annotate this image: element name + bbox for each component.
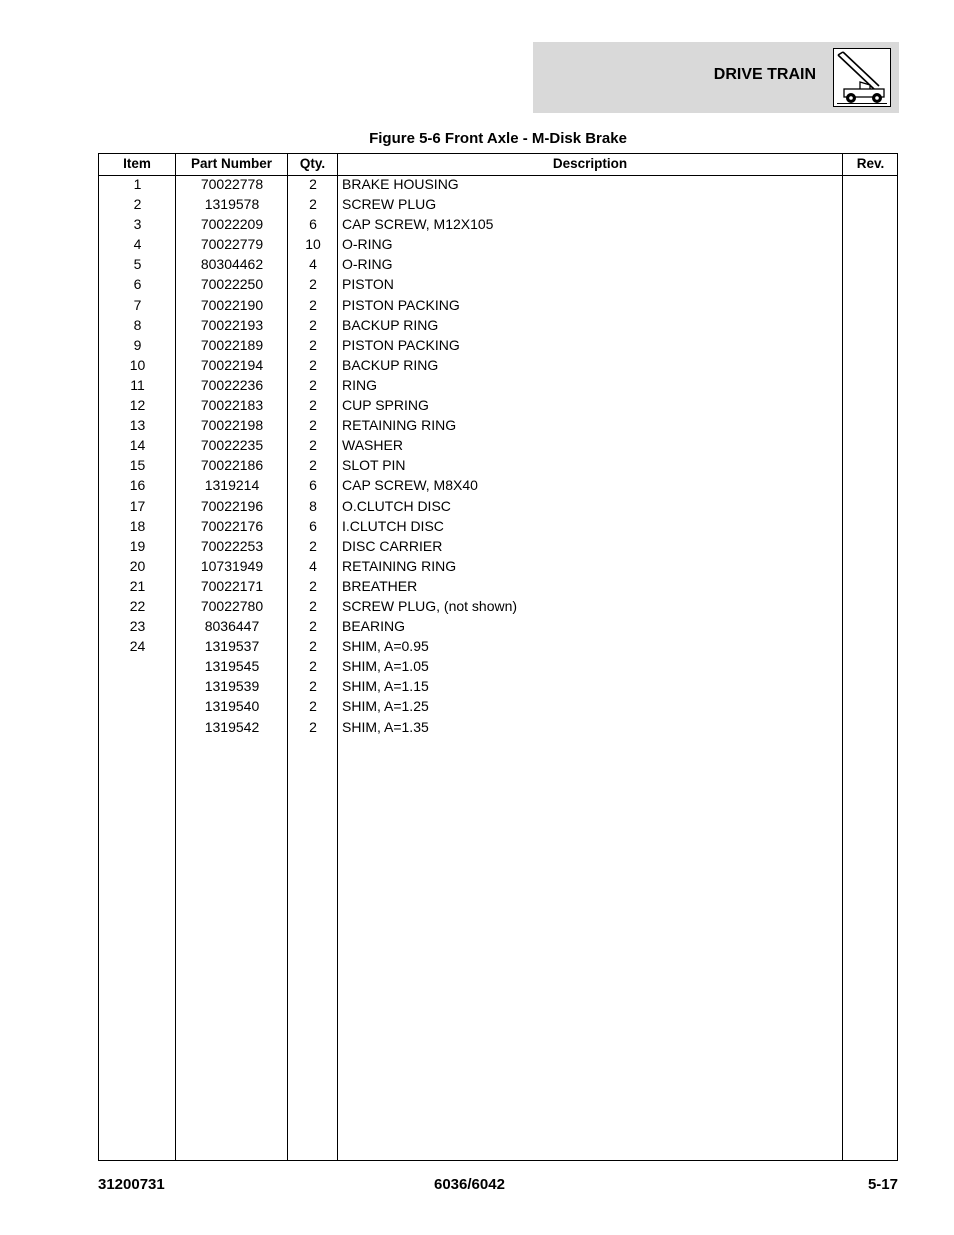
cell-rev [843,556,898,576]
table-row [99,415,897,435]
table-row [99,696,897,716]
figure-title: Figure 5-6 Front Axle - M-Disk Brake [369,130,627,147]
cell-description: O.CLUTCH DISC [342,497,451,514]
cell-description: BRAKE HOUSING [342,176,459,192]
cell-description: SHIM, A=1.35 [342,718,429,735]
model-number: 6036/6042 [434,1176,505,1193]
cell-qty: 6 [309,216,317,233]
cell-rev [843,616,898,636]
cell-qty: 2 [309,457,317,474]
cell-rev [843,656,898,676]
column-header-qty: Qty. [299,156,326,171]
cell-qty: 2 [309,417,317,434]
cell-qty: 2 [309,597,317,614]
cell-qty: 2 [309,437,317,454]
table-row [99,234,897,254]
table-row [99,455,897,475]
cell-description: SLOT PIN [342,457,406,474]
cell-item: 14 [129,437,146,454]
cell-rev [843,455,898,475]
cell-qty: 2 [309,336,317,353]
column-header-rev: Rev. [856,156,885,171]
cell-item: 19 [129,537,146,554]
cell-qty: 2 [309,316,317,333]
cell-description: DISC CARRIER [342,537,443,554]
cell-description: BEARING [342,618,406,635]
cell-item: 15 [129,457,146,474]
cell-qty: 2 [309,658,317,675]
cell-part-number: 1319542 [204,718,260,735]
cell-description: BACKUP RING [342,316,439,333]
cell-qty: 2 [309,397,317,414]
cell-part-number: 70022209 [200,216,264,233]
cell-description: O-RING [342,236,393,253]
cell-part-number: 1319214 [204,477,260,494]
table-row [99,174,897,194]
table-row [99,536,897,556]
cell-part-number: 70022183 [200,397,264,414]
cell-rev [843,596,898,616]
cell-qty: 2 [309,356,317,373]
cell-part-number: 70022193 [200,316,264,333]
cell-part-number: 70022779 [200,236,264,253]
cell-description: CUP SPRING [342,397,429,414]
cell-qty: 2 [309,176,317,192]
cell-rev [843,536,898,556]
document-number: 31200731 [98,1176,165,1193]
cell-description: PISTON [342,276,394,293]
table-row [99,596,897,616]
cell-part-number: 1319578 [204,196,260,213]
cell-rev [843,636,898,656]
cell-item: 13 [129,417,146,434]
table-row [99,475,897,495]
cell-part-number: 80304462 [200,256,264,273]
cell-description: SHIM, A=0.95 [342,638,429,655]
cell-item: 18 [129,517,146,534]
cell-rev [843,696,898,716]
cell-item: 22 [129,597,146,614]
cell-description: RING [342,376,377,393]
cell-item [99,696,176,716]
cell-part-number: 70022253 [200,537,264,554]
cell-item: 11 [130,376,145,393]
cell-rev [843,435,898,455]
cell-part-number: 70022236 [200,376,264,393]
cell-part-number: 70022190 [200,296,264,313]
cell-item: 8 [133,316,142,333]
cell-rev [843,375,898,395]
cell-part-number: 1319540 [204,698,260,715]
cell-rev [843,395,898,415]
table-row [99,315,897,335]
cell-qty: 2 [309,376,317,393]
cell-qty: 6 [309,477,317,494]
cell-item: 7 [133,296,142,313]
cell-description: BACKUP RING [342,356,439,373]
cell-rev [843,355,898,375]
cell-part-number: 70022171 [200,577,264,594]
cell-description: SCREW PLUG, (not shown) [342,597,518,614]
cell-description: CAP SCREW, M8X40 [342,477,478,494]
cell-rev [843,295,898,315]
cell-rev [843,254,898,274]
cell-part-number: 70022198 [200,417,264,434]
table-row [99,274,897,294]
column-header-part-number: Part Number [190,156,273,171]
section-header-tab [533,42,899,113]
table-row [99,636,897,656]
table-body [99,174,897,737]
table-row [99,717,897,737]
table-row [99,214,897,234]
cell-description: SCREW PLUG [342,196,437,213]
cell-item: 2 [133,196,142,213]
column-header-description: Description [552,156,628,171]
cell-part-number: 1319545 [204,658,260,675]
cell-rev [843,676,898,696]
cell-rev [843,214,898,234]
cell-qty: 10 [305,236,321,253]
cell-part-number: 70022186 [200,457,264,474]
cell-item [99,717,176,737]
cell-item: 5 [133,256,142,273]
table-row [99,435,897,455]
cell-rev [843,274,898,294]
table-row [99,375,897,395]
cell-qty: 4 [309,557,317,574]
cell-rev [843,576,898,596]
cell-qty: 8 [309,497,317,514]
cell-rev [843,415,898,435]
page-number: 5-17 [867,1176,898,1193]
cell-qty: 2 [309,678,317,695]
cell-qty: 4 [309,256,317,273]
cell-rev [843,516,898,536]
cell-description: SHIM, A=1.15 [342,678,429,695]
cell-item: 20 [129,557,146,574]
cell-qty: 2 [309,577,317,594]
cell-qty: 2 [309,537,317,554]
cell-rev [843,717,898,737]
table-row [99,295,897,315]
cell-qty: 2 [309,638,317,655]
cell-qty: 2 [309,698,317,715]
cell-description: CAP SCREW, M12X105 [342,216,494,233]
cell-part-number: 70022250 [200,276,264,293]
cell-qty: 2 [309,618,317,635]
table-row [99,516,897,536]
cell-rev [843,194,898,214]
cell-part-number: 70022780 [200,597,264,614]
parts-table [98,153,898,1161]
table-row [99,656,897,676]
cell-part-number: 70022176 [200,517,264,534]
table-row [99,616,897,636]
cell-description: RETAINING RING [342,557,457,574]
cell-part-number: 1319539 [204,678,260,695]
cell-part-number: 1319537 [204,638,260,655]
table-row [99,355,897,375]
cell-part-number: 70022194 [200,356,264,373]
cell-description: PISTON PACKING [342,296,460,313]
table-row [99,496,897,516]
cell-rev [843,174,898,194]
cell-part-number: 70022189 [200,336,264,353]
cell-description: RETAINING RING [342,417,457,434]
cell-description: I.CLUTCH DISC [342,517,444,534]
cell-rev [843,315,898,335]
table-row [99,576,897,596]
column-header-item: Item [123,156,151,171]
cell-item [99,676,176,696]
table-row [99,194,897,214]
cell-item: 3 [133,216,142,233]
cell-item [99,656,176,676]
cell-rev [843,496,898,516]
table-row [99,556,897,576]
cell-item: 10 [129,356,146,373]
table-row [99,676,897,696]
cell-item: 17 [129,497,146,514]
cell-rev [843,475,898,495]
cell-qty: 2 [309,296,317,313]
cell-description: WASHER [342,437,403,454]
cell-part-number: 70022235 [200,437,264,454]
cell-item: 24 [129,638,146,655]
cell-description: BREATHER [342,577,418,594]
cell-item: 23 [129,618,146,635]
cell-qty: 2 [309,196,317,213]
cell-part-number: 70022778 [200,176,264,192]
cell-description: PISTON PACKING [342,336,460,353]
cell-part-number: 70022196 [200,497,264,514]
cell-rev [843,335,898,355]
table-row [99,254,897,274]
table-row [99,395,897,415]
cell-part-number: 10731949 [200,557,264,574]
cell-rev [843,234,898,254]
cell-item: 16 [129,477,146,494]
cell-part-number: 8036447 [204,618,260,635]
cell-item: 12 [129,397,146,414]
table-row [99,335,897,355]
section-title: DRIVE TRAIN [713,66,816,83]
cell-item: 6 [133,276,142,293]
cell-item: 1 [133,176,142,192]
cell-qty: 6 [309,517,317,534]
cell-qty: 2 [309,276,317,293]
cell-description: SHIM, A=1.25 [342,698,429,715]
cell-description: O-RING [342,256,393,273]
cell-item: 4 [133,236,142,253]
cell-item: 21 [129,577,146,594]
cell-description: SHIM, A=1.05 [342,658,429,675]
cell-qty: 2 [309,718,317,735]
cell-item: 9 [133,336,142,353]
telehandler-icon [833,48,891,107]
